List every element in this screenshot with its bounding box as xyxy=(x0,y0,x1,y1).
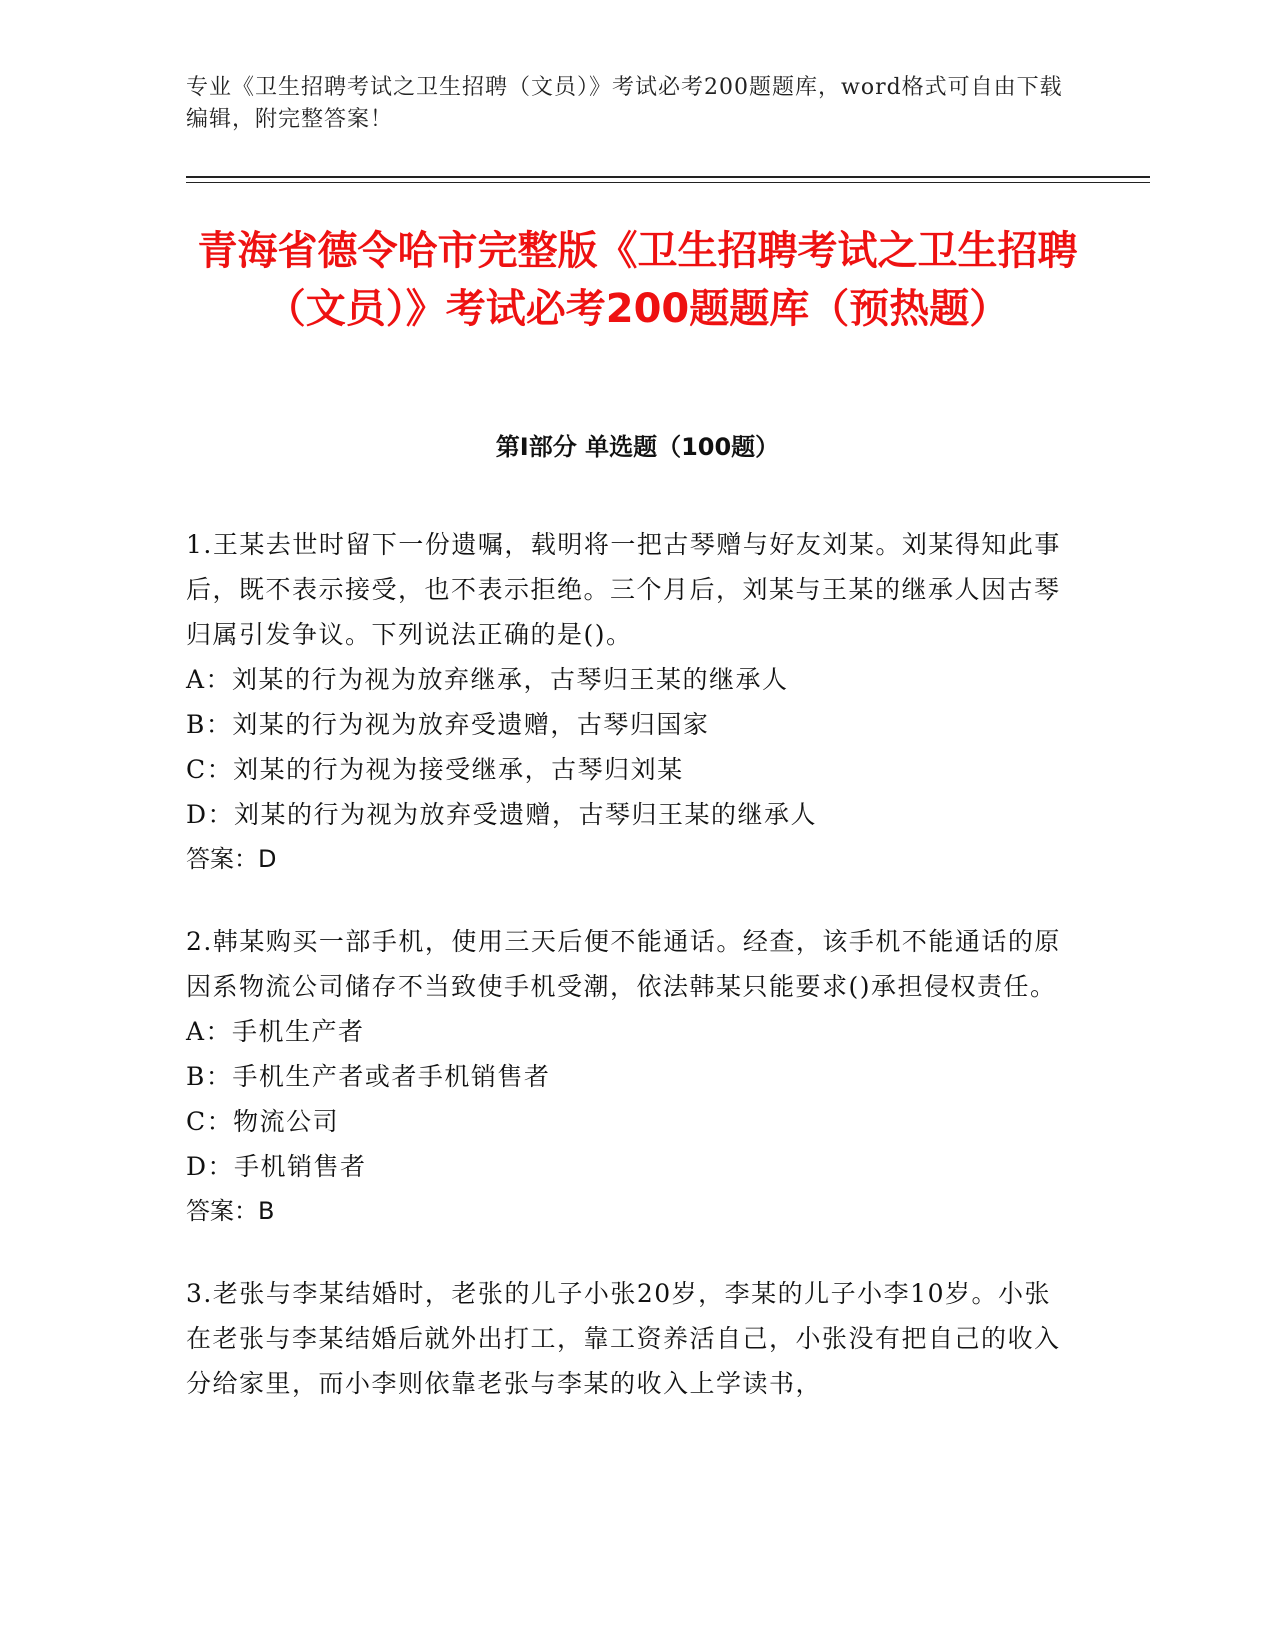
option-b: B：手机生产者或者手机销售者 xyxy=(186,1062,551,1091)
option-c: C：物流公司 xyxy=(186,1107,340,1136)
option-c: C：刘某的行为视为接受继承，古琴归刘某 xyxy=(186,755,684,784)
question-list xyxy=(186,522,1066,1444)
option-a: A：手机生产者 xyxy=(186,1017,365,1046)
answer-line: 答案：B xyxy=(186,1197,275,1225)
option-d: D：刘某的行为视为放弃受遗赠，古琴归王某的继承人 xyxy=(186,800,818,829)
answer-line: 答案：D xyxy=(186,845,277,873)
header-divider-thin xyxy=(186,182,1150,183)
question-stem: 2.韩某购买一部手机，使用三天后便不能通话。经查，该手机不能通话的原因系物流公司储存不当致使手机受潮，依法韩某只能要求()承担侵权责任。 xyxy=(186,927,1061,1001)
option-b: B：刘某的行为视为放弃受遗赠，古琴归国家 xyxy=(186,710,710,739)
section-heading: 第I部分 单选题（100题） xyxy=(495,433,780,461)
option-d: D：手机销售者 xyxy=(186,1152,367,1181)
question-2 xyxy=(186,919,1066,1233)
option-a: A：刘某的行为视为放弃继承，古琴归王某的继承人 xyxy=(186,665,789,694)
question-3 xyxy=(186,1271,1066,1406)
question-1 xyxy=(186,522,1066,881)
question-stem: 3.老张与李某结婚时，老张的儿子小张20岁，李某的儿子小李10岁。小张在老张与李某结婚后就外出打工，靠工资养活自己，小张没有把自己的收入分给家里，而小李则依靠老张与李某的收入上学读书， xyxy=(186,1279,1061,1398)
document-title: 青海省德令哈市完整版《卫生招聘考试之卫生招聘（文员）》考试必考200题题库（预热题） xyxy=(197,228,1078,332)
question-stem: 1.王某去世时留下一份遗嘱，载明将一把古琴赠与好友刘某。刘某得知此事后，既不表示接受，也不表示拒绝。三个月后，刘某与王某的继承人因古琴归属引发争议。下列说法正确的是()。 xyxy=(186,530,1061,649)
header-note: 专业《卫生招聘考试之卫生招聘（文员）》考试必考200题题库，word格式可自由下载编辑，附完整答案！ xyxy=(186,75,1063,132)
header-divider-thick xyxy=(186,176,1150,178)
